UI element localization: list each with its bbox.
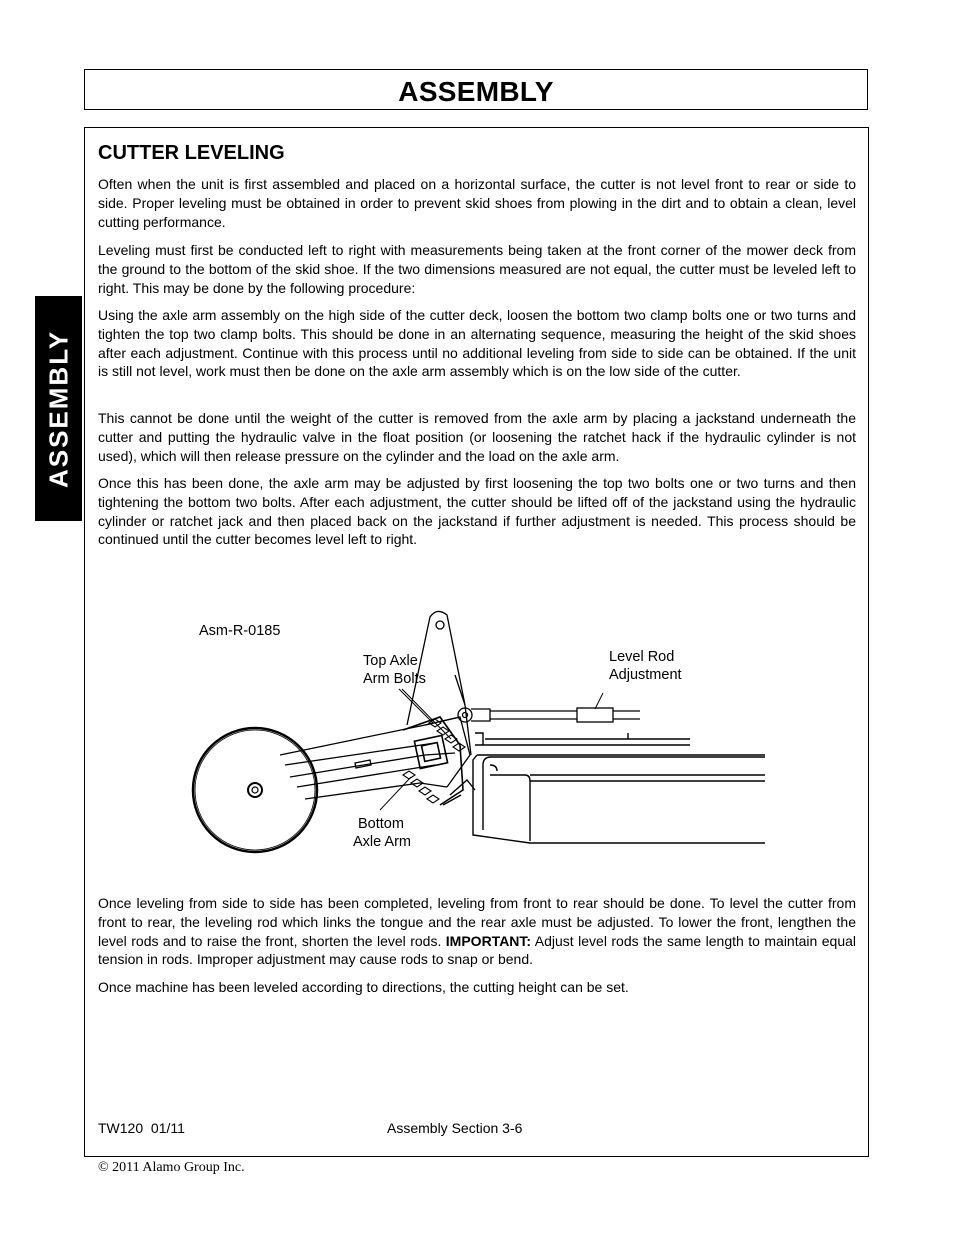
paragraph-2: Leveling must first be conducted left to right with measurements being taken at the front corner of the mower deck from the ground to the bottom of the skid shoe. If the two dimensions measured are not equal, the cutter must be leveled left to right. This may be done by the following procedure: [98, 242, 856, 296]
label-top-axle-arm-bolts-2: Arm Bolts [363, 671, 426, 687]
paragraph-6-start: Once leveling from side to side has been completed, leveling from front to rear should be done. To level the cutter from front to rear, the leveling rod which links the tongue and the rear axle must be adjusted. To lower the front, lengthen the level rods and to raise the front, shorten the level rods. [98, 895, 856, 949]
label-top-axle-arm-bolts-1: Top Axle [363, 653, 418, 669]
side-tab [35, 296, 82, 521]
section-title: CUTTER LEVELING [98, 142, 285, 164]
paragraph-3: Using the axle arm assembly on the high side of the cutter deck, loosen the bottom two clamp bolts one or two turns and tighten the top two clamp bolts. This should be done in an alternating sequence, measuring the height of the skid shoes after each adjustment. Continue with this process until no additional leveling from side to side can be obtained. If the unit is still not level, work must then be done on the axle arm assembly which is on the low side of the cutter. [98, 307, 856, 380]
label-bottom-axle-arm-1: Bottom [358, 816, 404, 832]
level-rod [458, 708, 640, 722]
cutter-deck [443, 733, 765, 843]
label-level-rod-1: Level Rod [609, 649, 675, 665]
paragraph-5: Once this has been done, the axle arm may be adjusted by first loosening the top two bolts one or two turns and then tightening the bottom two bolts. After each adjustment, the cutter should be lifted off of the jackstand using the hydraulic cylinder or ratchet jack and then placed back on the jackstand if further adjustment is needed. This process should be continued until the cutter becomes level left to right. [98, 475, 856, 548]
cutter-leveling-diagram [185, 605, 765, 855]
leader-lines [380, 689, 603, 810]
copyright: © 2011 Alamo Group Inc. [98, 1160, 245, 1175]
label-bottom-axle-arm-2: Axle Arm [353, 834, 412, 850]
figure-id: Asm-R-0185 [199, 623, 281, 639]
label-level-rod-2: Adjustment [609, 667, 682, 683]
footer-section: Assembly Section 3-6 [387, 1120, 523, 1136]
bottom-axle-arm-bolts [403, 771, 439, 803]
paragraph-6-end: Adjust level rods the same length to maintain equal tension in rods. Improper adjustment may cause rods to snap or bend. [98, 932, 856, 968]
important-label: IMPORTANT: [445, 932, 532, 949]
paragraph-1: Often when the unit is first assembled and placed on a horizontal surface, the cutter is not level front to rear or side to side. Proper leveling must be obtained in order to prevent skid shoes from plowing in the dirt and to obtain a clean, level cutting performance. [98, 176, 856, 230]
page-header [84, 69, 868, 110]
paragraph-6 [98, 894, 856, 969]
footer-model-date: TW120 01/11 [98, 1120, 185, 1136]
wheel [193, 728, 317, 852]
paragraph-4: This cannot be done until the weight of the cutter is removed from the axle arm by placing a jackstand underneath the cutter and putting the hydraulic valve in the float position (or loosening the ratchet hack if the hydraulic cylinder is not used), which will then release pressure on the cylinder and the load on the axle arm. [98, 410, 856, 464]
side-tab-label: ASSEMBLY [43, 329, 73, 488]
paragraph-7: Once machine has been leveled according to directions, the cutting height can be set. [98, 979, 629, 995]
page-title: ASSEMBLY [398, 76, 554, 107]
